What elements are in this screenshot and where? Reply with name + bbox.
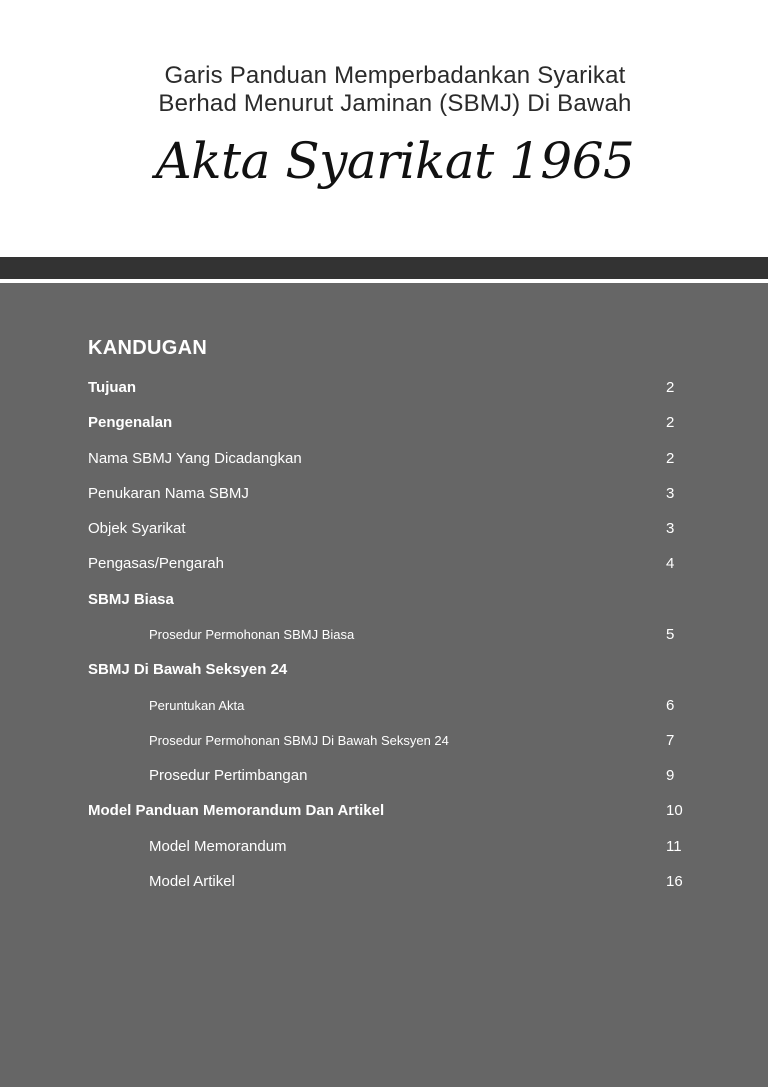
toc-subentry-peruntukan-akta[interactable] <box>0 695 768 717</box>
subtitle-line-2: Berhad Menurut Jaminan (SBMJ) Di Bawah <box>158 90 632 117</box>
toc-entry-page: 11 <box>666 838 682 855</box>
toc-entry-label: Tujuan <box>88 379 137 396</box>
toc-entry-label: Pengenalan <box>88 414 173 431</box>
toc-entry-page: 4 <box>666 555 675 572</box>
toc-entry-label: Model Artikel <box>149 873 235 890</box>
toc-entry-label: SBMJ Di Bawah Seksyen 24 <box>88 661 288 678</box>
toc-entry-page: 10 <box>666 802 683 819</box>
toc-entry-page: 3 <box>666 520 675 537</box>
toc-entry-page: 2 <box>666 414 675 431</box>
subtitle-line-1: Garis Panduan Memperbadankan Syarikat <box>164 62 626 89</box>
toc-entry-page: 6 <box>666 697 675 714</box>
toc-entry-page: 3 <box>666 485 675 502</box>
toc-entry-page: 5 <box>666 626 675 643</box>
contents-panel <box>0 283 768 1087</box>
toc-entry-label: Prosedur Pertimbangan <box>149 767 308 784</box>
toc-entry-label: Prosedur Permohonan SBMJ Di Bawah Seksyen 24 <box>149 733 449 748</box>
toc-entry-pengenalan[interactable] <box>0 412 768 434</box>
toc-entry-penukaran-nama[interactable] <box>0 483 768 505</box>
header-divider-band <box>0 257 768 279</box>
toc-entry-label: SBMJ Biasa <box>88 591 174 608</box>
toc-subentry-prosedur-pertimbangan[interactable] <box>0 765 768 787</box>
toc-entry-label: Objek Syarikat <box>88 520 186 537</box>
toc-entry-nama-sbmj[interactable] <box>0 448 768 470</box>
toc-entry-page: 7 <box>666 732 675 749</box>
toc-entry-label: Pengasas/Pengarah <box>88 555 224 572</box>
toc-entry-label: Model Memorandum <box>149 838 287 855</box>
toc-entry-page: 2 <box>666 450 675 467</box>
cover-header <box>0 0 768 256</box>
toc-entry-tujuan[interactable] <box>0 377 768 399</box>
toc-entry-page: 2 <box>666 379 675 396</box>
toc-section-seksyen-24[interactable] <box>0 659 768 681</box>
toc-entry-label: Model Panduan Memorandum Dan Artikel <box>88 802 385 819</box>
toc-subentry-model-memorandum[interactable] <box>0 836 768 858</box>
toc-entry-page: 16 <box>666 873 683 890</box>
toc-section-model-panduan[interactable] <box>0 800 768 822</box>
toc-subentry-model-artikel[interactable] <box>0 871 768 893</box>
script-title: Akta Syarikat 1965 <box>155 132 635 190</box>
toc-entry-label: Prosedur Permohonan SBMJ Biasa <box>149 627 355 642</box>
toc-subentry-prosedur-biasa[interactable] <box>0 624 768 646</box>
toc-entry-objek-syarikat[interactable] <box>0 518 768 540</box>
toc-subentry-prosedur-seksyen-24[interactable] <box>0 730 768 752</box>
toc-entry-label: Peruntukan Akta <box>149 698 245 713</box>
toc-entry-page: 9 <box>666 767 675 784</box>
toc-section-sbmj-biasa[interactable] <box>0 589 768 611</box>
toc-entry-pengasas-pengarah[interactable] <box>0 553 768 575</box>
toc-entry-label: Nama SBMJ Yang Dicadangkan <box>88 450 302 467</box>
toc-entry-label: Penukaran Nama SBMJ <box>88 485 249 502</box>
toc-heading: KANDUGAN <box>88 337 208 359</box>
